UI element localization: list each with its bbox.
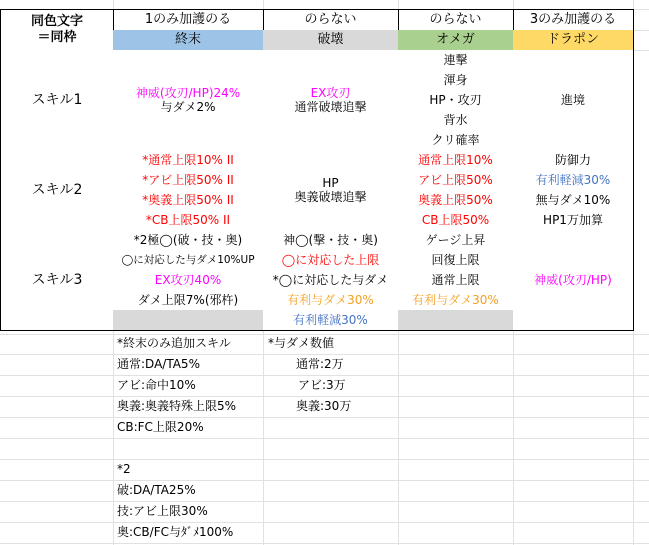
note-mid-line: 通常:2万 bbox=[296, 357, 344, 371]
skill2-shumatsu-item: *通常上限10% II bbox=[113, 150, 264, 171]
skill2-dora-item: 無与ダメ10% bbox=[513, 190, 634, 211]
protect-note-hakai: のらない bbox=[263, 9, 399, 31]
skill3-omega-empty bbox=[398, 310, 514, 331]
skill3-hakai-item: ◯に対応した上限 bbox=[263, 250, 399, 271]
note-left-line: *終末のみ追加スキル bbox=[117, 336, 231, 350]
skill3-hakai-item: 有利軽減30% bbox=[263, 310, 399, 331]
skill3-hakai-item: 神◯(撃・技・奥) bbox=[263, 230, 399, 251]
skill2-hakai-line-2: 奥義破壊追撃 bbox=[294, 190, 367, 204]
note-left-line: 奥:CB/FC与ﾀﾞﾒ100% bbox=[117, 525, 234, 539]
skill2-dora-item: HP1万加算 bbox=[513, 210, 634, 231]
row-label-skill1: スキル1 bbox=[0, 50, 114, 151]
skill2-omega-item: 通常上限10% bbox=[398, 150, 514, 171]
note-left-line: アビ:命中10% bbox=[117, 378, 196, 392]
legend-corner-cell bbox=[0, 9, 114, 51]
skill1-dora-cell: 進境 bbox=[513, 50, 634, 151]
skill1-omega-item: クリ確率 bbox=[398, 130, 514, 151]
skill3-shumatsu-item: ◯に対応した与ダメ10%UP bbox=[113, 250, 264, 271]
note-left-line: 破:DA/TA25% bbox=[117, 483, 196, 497]
skill2-hakai-line-1: HP bbox=[322, 176, 339, 190]
skill2-shumatsu-item: *アビ上限50% II bbox=[113, 170, 264, 191]
note-left-line: 奥義:奥義特殊上限5% bbox=[117, 399, 237, 413]
skill2-omega-item: 奥義上限50% bbox=[398, 190, 514, 211]
skill1-shumatsu-line-2: 与ダメ2% bbox=[160, 100, 216, 114]
skill2-omega-item: アビ上限50% bbox=[398, 170, 514, 191]
skill3-dora-cell: 神威(攻刃/HP) bbox=[513, 230, 634, 331]
note-left-line: *2 bbox=[117, 462, 131, 476]
row-label-skill2: スキル2 bbox=[0, 150, 114, 231]
legend-line-2: ＝同枠 bbox=[37, 30, 77, 45]
header-shumatsu: 終末 bbox=[113, 30, 264, 51]
skill2-hakai-cell bbox=[263, 150, 399, 231]
skill2-dora-item: 有利軽減30% bbox=[513, 170, 634, 191]
skill3-shumatsu-item: ダメ上限7%(邪杵) bbox=[113, 290, 264, 311]
skill2-dora-item: 防御力 bbox=[513, 150, 634, 171]
note-left-line: 通常:DA/TA5% bbox=[117, 357, 200, 371]
skill1-hakai-line-1: EX攻刃 bbox=[310, 86, 351, 100]
skill2-shumatsu-item: *奥義上限50% II bbox=[113, 190, 264, 211]
protect-note-shumatsu: 1のみ加護のる bbox=[113, 9, 264, 31]
skill1-shumatsu-line-1: 神威(攻刃/HP)24% bbox=[135, 86, 241, 100]
skill3-shumatsu-empty bbox=[113, 310, 264, 331]
skill1-omega-item: 渾身 bbox=[398, 70, 514, 91]
header-hakai: 破壊 bbox=[263, 30, 399, 51]
header-dora: ドラポン bbox=[513, 30, 634, 51]
skill3-omega-item: 有利与ダメ30% bbox=[398, 290, 514, 311]
row-label-skill3: スキル3 bbox=[0, 230, 114, 331]
protect-note-dora: 3のみ加護のる bbox=[513, 9, 634, 31]
note-left-line: 技:アビ上限30% bbox=[117, 504, 208, 518]
header-omega: オメガ bbox=[398, 30, 514, 51]
skill3-omega-item: ゲージ上昇 bbox=[398, 230, 514, 251]
skill3-hakai-item: *◯に対応した与ダメ bbox=[263, 270, 399, 291]
protect-note-omega: のらない bbox=[398, 9, 514, 31]
skill3-hakai-item: 有利与ダメ30% bbox=[263, 290, 399, 311]
skill1-omega-item: 連撃 bbox=[398, 50, 514, 71]
skill1-hakai-cell bbox=[263, 50, 399, 151]
skill1-shumatsu-cell bbox=[113, 50, 264, 151]
skill3-omega-item: 通常上限 bbox=[398, 270, 514, 291]
note-mid-line: アビ:3万 bbox=[298, 378, 346, 392]
skill1-omega-item: 背水 bbox=[398, 110, 514, 131]
note-mid-line: 奥義:30万 bbox=[296, 399, 352, 413]
skill3-shumatsu-item: *2極◯(破・技・奥) bbox=[113, 230, 264, 251]
note-mid-title: *与ダメ数値 bbox=[268, 336, 335, 350]
legend-line-1: 同色文字 bbox=[30, 14, 83, 29]
skill3-omega-item: 回復上限 bbox=[398, 250, 514, 271]
skill1-omega-item: HP・攻刃 bbox=[398, 90, 514, 111]
skill2-omega-item: CB上限50% bbox=[398, 210, 514, 231]
note-left-line: CB:FC上限20% bbox=[117, 420, 204, 434]
skill2-shumatsu-item: *CB上限50% II bbox=[113, 210, 264, 231]
skill1-hakai-line-2: 通常破壊追撃 bbox=[294, 100, 367, 114]
skill3-shumatsu-item: EX攻刃40% bbox=[113, 270, 264, 291]
